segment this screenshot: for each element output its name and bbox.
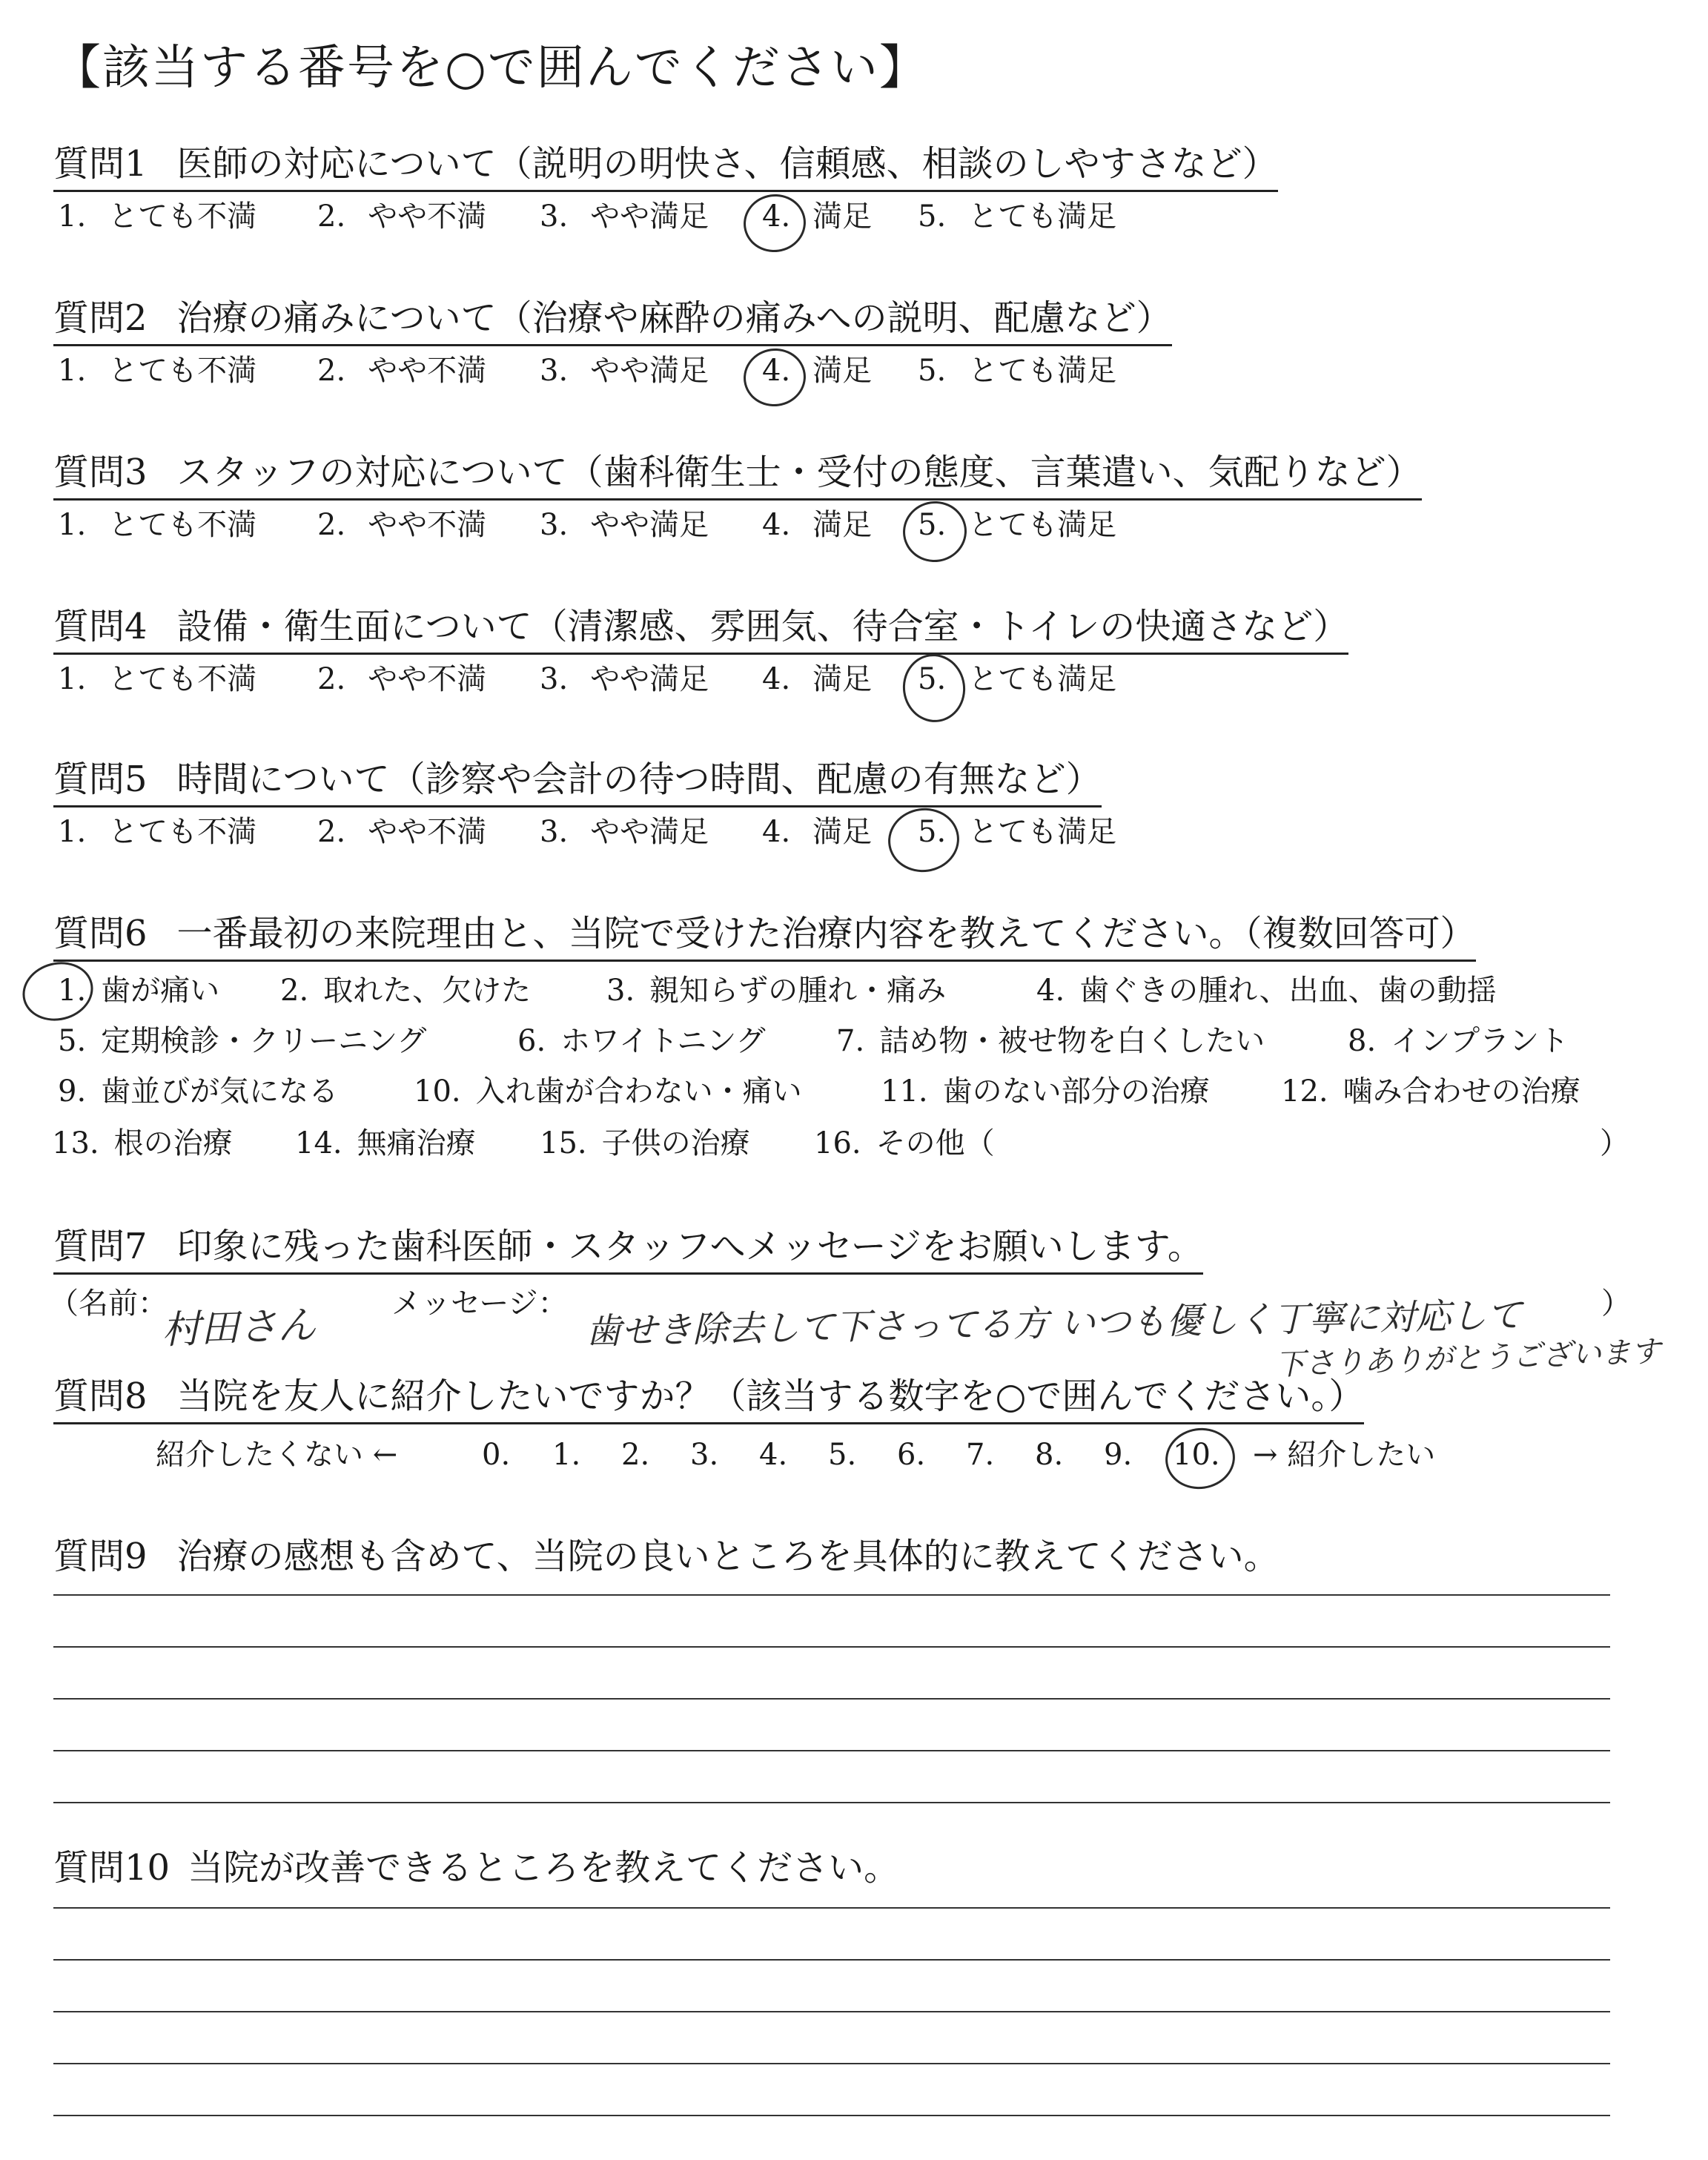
q2-option-3[interactable] xyxy=(540,349,709,393)
option-number: 4. xyxy=(762,199,791,234)
option-number: 1. xyxy=(58,815,87,849)
q10-answer-line[interactable] xyxy=(53,2011,1610,2012)
q4-option-5[interactable] xyxy=(918,657,1116,701)
q8-option-7[interactable]: 7. xyxy=(966,1438,995,1472)
option-label: 満足 xyxy=(812,508,873,542)
option-number: 9. xyxy=(58,1074,87,1109)
question-1-number: 質問1 xyxy=(53,143,148,185)
option-number: 2. xyxy=(317,508,346,542)
question-2-title xyxy=(53,294,1172,346)
question-7-title xyxy=(53,1222,1203,1275)
question-8-text: 当院を友人に紹介したいですか？（該当する数字を○で囲んでください。） xyxy=(176,1375,1365,1417)
q3-option-4[interactable] xyxy=(762,503,872,547)
q4-option-3[interactable] xyxy=(540,657,709,701)
option-number: 1. xyxy=(58,974,87,1008)
q5-option-4[interactable] xyxy=(762,810,872,854)
q6-option-3[interactable] xyxy=(606,968,946,1013)
q6-option-5[interactable] xyxy=(58,1019,426,1063)
option-number: 3. xyxy=(540,815,569,849)
question-8-number: 質問8 xyxy=(53,1375,148,1417)
option-label: とても満足 xyxy=(968,508,1117,542)
option-label: 取れた、欠けた xyxy=(323,974,532,1008)
option-number: 7. xyxy=(836,1024,865,1058)
question-1-title xyxy=(53,139,1278,192)
q6-option-9[interactable] xyxy=(58,1069,338,1114)
q9-answer-line[interactable] xyxy=(53,1646,1610,1648)
q1-option-3[interactable] xyxy=(540,194,709,239)
option-label: 根の治療 xyxy=(113,1126,233,1160)
option-label: 親知らずの腫れ・痛み xyxy=(649,974,947,1008)
q5-option-1[interactable] xyxy=(58,810,256,854)
option-number: 4. xyxy=(762,815,791,849)
q1-option-1[interactable] xyxy=(58,194,256,239)
question-9-title xyxy=(53,1532,1280,1582)
option-number: 15. xyxy=(540,1126,587,1160)
q9-answer-line[interactable] xyxy=(53,1594,1610,1596)
option-number: 3. xyxy=(540,508,569,542)
option-label: 歯並びが気になる xyxy=(101,1074,339,1109)
option-number: 3. xyxy=(540,354,569,388)
question-10-number: 質問10 xyxy=(53,1847,171,1889)
q5-option-3[interactable] xyxy=(540,810,709,854)
q6-option-7[interactable] xyxy=(836,1019,1265,1063)
option-label: とても不満 xyxy=(108,508,257,542)
option-label: とても不満 xyxy=(108,815,257,849)
question-10-title xyxy=(53,1843,899,1894)
option-label: 歯のない部分の治療 xyxy=(942,1074,1210,1109)
option-number: 8. xyxy=(1348,1024,1377,1058)
option-number: 13. xyxy=(52,1126,99,1160)
q6-other-close-paren: ） xyxy=(1600,1126,1629,1160)
option-label: やや満足 xyxy=(590,199,709,234)
q5-option-5[interactable] xyxy=(918,810,1116,854)
q5-option-2[interactable] xyxy=(317,810,486,854)
option-number: 14. xyxy=(295,1126,342,1160)
q8-option-1[interactable]: 1. xyxy=(552,1438,581,1472)
option-number: 2. xyxy=(317,199,346,234)
option-label: とても満足 xyxy=(968,662,1117,696)
q3-option-3[interactable] xyxy=(540,503,709,547)
q6-row-4 xyxy=(52,1121,1629,1166)
q10-answer-line[interactable] xyxy=(53,1959,1610,1961)
question-2-number: 質問2 xyxy=(53,297,148,339)
q1-option-2[interactable] xyxy=(317,194,486,239)
q9-answer-line[interactable] xyxy=(53,1802,1610,1803)
option-label: 定期検診・クリーニング xyxy=(101,1024,427,1058)
option-label: やや不満 xyxy=(368,354,487,388)
option-label: やや満足 xyxy=(590,354,709,388)
q6-option-12[interactable] xyxy=(1281,1069,1580,1114)
option-number: 16. xyxy=(814,1126,861,1160)
option-number: 5. xyxy=(918,508,947,542)
option-label: 満足 xyxy=(812,199,873,234)
option-number: 11. xyxy=(881,1074,928,1109)
option-number: 1. xyxy=(58,508,87,542)
option-label: 満足 xyxy=(812,354,873,388)
option-number: 2. xyxy=(317,815,346,849)
option-label: とても満足 xyxy=(968,199,1117,234)
option-number: 1. xyxy=(58,199,87,234)
q3-option-5[interactable] xyxy=(918,503,1116,547)
q1-option-5[interactable] xyxy=(918,194,1116,239)
q7-message-handwritten-line-1[interactable]: 歯せき除去して下さってる方 いつも優しく丁寧に対応して xyxy=(585,1294,1523,1353)
option-number: 4. xyxy=(762,662,791,696)
option-label: やや不満 xyxy=(368,815,487,849)
option-label: 歯ぐきの腫れ、出血、歯の動揺 xyxy=(1079,974,1497,1008)
option-number: 3. xyxy=(540,199,569,234)
option-number: 1. xyxy=(58,662,87,696)
option-label: 入れ歯が合わない・痛い xyxy=(475,1074,802,1109)
option-label: とても満足 xyxy=(968,354,1117,388)
option-number: 4. xyxy=(762,354,791,388)
q6-option-14[interactable] xyxy=(295,1121,476,1166)
option-label: とても不満 xyxy=(108,199,257,234)
option-number: 4. xyxy=(762,508,791,542)
q6-option-8[interactable] xyxy=(1348,1019,1569,1063)
option-number: 2. xyxy=(317,662,346,696)
q8-option-4[interactable]: 4. xyxy=(759,1438,788,1472)
option-label: 満足 xyxy=(812,662,873,696)
option-label: とても満足 xyxy=(968,815,1117,849)
option-number: 5. xyxy=(918,354,947,388)
q3-option-1[interactable] xyxy=(58,503,256,547)
q1-option-4[interactable] xyxy=(762,194,872,239)
page-title: 【該当する番号を○で囲んでください】 xyxy=(53,41,928,96)
option-number: 3. xyxy=(540,662,569,696)
q2-option-4[interactable] xyxy=(762,349,872,393)
option-label: やや不満 xyxy=(368,199,487,234)
q2-option-2[interactable] xyxy=(317,349,486,393)
q8-right-label: → 紹介したい xyxy=(1253,1438,1436,1472)
q7-close-paren: ） xyxy=(1601,1287,1631,1321)
option-number: 12. xyxy=(1281,1074,1328,1109)
question-6-text: 一番最初の来院理由と、当院で受けた治療内容を教えてください。（複数回答可） xyxy=(176,913,1476,954)
option-label: 無痛治療 xyxy=(357,1126,476,1160)
option-label: 詰め物・被せ物を白くしたい xyxy=(879,1024,1265,1058)
option-label: その他（ xyxy=(875,1126,995,1160)
q9-answer-line[interactable] xyxy=(53,1750,1610,1751)
question-6-title xyxy=(53,909,1476,962)
q4-option-4[interactable] xyxy=(762,657,872,701)
question-7-text: 印象に残った歯科医師・スタッフへメッセージをお願いします。 xyxy=(176,1226,1203,1267)
q6-option-16[interactable] xyxy=(814,1121,995,1166)
q7-message-label: メッセージ： xyxy=(391,1287,568,1321)
q6-option-6[interactable] xyxy=(517,1019,766,1063)
option-number: 2. xyxy=(317,354,346,388)
q8-left-label: 紹介したくない ← xyxy=(156,1438,398,1472)
q3-option-2[interactable] xyxy=(317,503,486,547)
question-2-text: 治療の痛みについて（治療や麻酔の痛みへの説明、配慮など） xyxy=(176,297,1172,339)
q6-option-11[interactable] xyxy=(881,1069,1210,1114)
question-9-text: 治療の感想も含めて、当院の良いところを具体的に教えてください。 xyxy=(176,1536,1280,1577)
q2-option-1[interactable] xyxy=(58,349,256,393)
q6-option-13[interactable] xyxy=(52,1121,233,1166)
q8-option-6[interactable]: 6. xyxy=(897,1438,926,1472)
question-4-title xyxy=(53,602,1348,655)
option-label: やや満足 xyxy=(590,815,709,849)
q7-message-handwritten-line-2[interactable]: 下さりありがとうございます xyxy=(1274,1334,1661,1383)
question-3-text: スタッフの対応について（歯科衛生士・受付の態度、言葉遣い、気配りなど） xyxy=(176,452,1422,493)
q10-answer-line[interactable] xyxy=(53,2063,1610,2064)
option-number: 3. xyxy=(606,974,635,1008)
option-label: 子供の治療 xyxy=(601,1126,750,1160)
question-5-title xyxy=(53,755,1102,807)
q7-name-handwritten[interactable]: 村田さん xyxy=(161,1303,317,1353)
option-number: 6. xyxy=(517,1024,546,1058)
question-7-number: 質問7 xyxy=(53,1226,148,1267)
q2-option-5[interactable] xyxy=(918,349,1116,393)
q10-answer-line[interactable] xyxy=(53,1907,1610,1909)
q4-option-1[interactable] xyxy=(58,657,256,701)
question-4-text: 設備・衛生面について（清潔感、雰囲気、待合室・トイレの快適さなど） xyxy=(176,606,1349,647)
question-1-text: 医師の対応について（説明の明快さ、信頼感、相談のしやすさなど） xyxy=(176,143,1278,185)
option-number: 5. xyxy=(58,1024,87,1058)
option-label: とても不満 xyxy=(108,662,257,696)
option-label: やや満足 xyxy=(590,508,709,542)
option-label: インプラント xyxy=(1391,1024,1569,1058)
question-5-number: 質問5 xyxy=(53,759,148,800)
q6-option-1[interactable] xyxy=(58,968,219,1013)
option-label: ホワイトニング xyxy=(560,1024,766,1058)
option-number: 1. xyxy=(58,354,87,388)
q8-option-2[interactable]: 2. xyxy=(621,1438,650,1472)
option-label: 噛み合わせの治療 xyxy=(1343,1074,1580,1109)
question-8-title xyxy=(53,1372,1364,1424)
option-label: 歯が痛い xyxy=(101,974,220,1008)
q4-option-2[interactable] xyxy=(317,657,486,701)
q8-option-0[interactable]: 0. xyxy=(482,1438,511,1472)
question-5-text: 時間について（診察や会計の待つ時間、配慮の有無など） xyxy=(176,759,1102,800)
q7-name-label: （名前： xyxy=(49,1287,168,1321)
option-label: 満足 xyxy=(812,815,873,849)
option-number: 5. xyxy=(918,199,947,234)
q10-answer-line[interactable] xyxy=(53,2115,1610,2116)
question-4-number: 質問4 xyxy=(53,606,148,647)
q8-option-10[interactable]: 10. xyxy=(1173,1438,1220,1472)
option-number: 4. xyxy=(1036,974,1065,1008)
question-10-text: 当院が改善できるところを教えてください。 xyxy=(188,1847,900,1889)
question-3-title xyxy=(53,448,1422,501)
q8-option-8[interactable]: 8. xyxy=(1035,1438,1064,1472)
option-number: 2. xyxy=(280,974,309,1008)
option-label: やや満足 xyxy=(590,662,709,696)
option-label: やや不満 xyxy=(368,662,487,696)
option-number: 5. xyxy=(918,662,947,696)
option-number: 10. xyxy=(414,1074,461,1109)
question-9-number: 質問9 xyxy=(53,1536,148,1577)
q6-option-15[interactable] xyxy=(540,1121,750,1166)
q6-option-2[interactable] xyxy=(280,968,531,1013)
option-label: とても不満 xyxy=(108,354,257,388)
q6-option-10[interactable] xyxy=(414,1069,802,1114)
q8-option-3[interactable]: 3. xyxy=(690,1438,719,1472)
q9-answer-line[interactable] xyxy=(53,1698,1610,1700)
q8-option-9[interactable]: 9. xyxy=(1104,1438,1133,1472)
option-label: やや不満 xyxy=(368,508,487,542)
option-number: 5. xyxy=(918,815,947,849)
q8-option-5[interactable]: 5. xyxy=(828,1438,857,1472)
q6-option-4[interactable] xyxy=(1036,968,1497,1013)
question-6-number: 質問6 xyxy=(53,913,148,954)
question-3-number: 質問3 xyxy=(53,452,148,493)
